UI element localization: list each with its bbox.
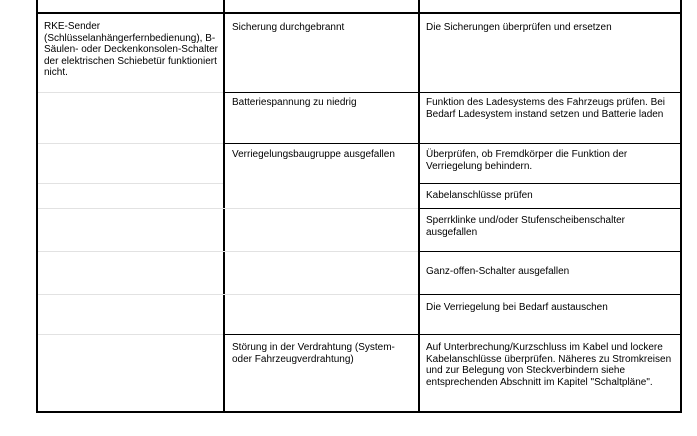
guide-line-2 — [38, 143, 223, 144]
guide-line-6 — [38, 294, 418, 295]
action-cell-7: Auf Unterbrechung/Kurzschluss im Kabel und lockere Kabelanschlüsse überprüfen. Näheres zu Stromkreisen und zur Belegung von Steckverbindern siehe entsprechenden Abschnitt im Kapitel "Schaltpläne". — [426, 342, 672, 388]
row-line-3 — [419, 183, 681, 184]
row-line-1 — [224, 92, 681, 93]
col-line-left — [36, 0, 38, 413]
row-line-2 — [224, 143, 681, 144]
row-line-bottom — [36, 411, 682, 413]
cause-cell-7: Störung in der Verdrahtung (System- oder Fahrzeugverdrahtung) — [232, 342, 395, 365]
row-line-5b — [419, 294, 681, 295]
action-cell-1: Funktion des Ladesystems des Fahrzeugs prüfen. Bei Bedarf Ladesystem instand setzen und Batterie laden — [426, 97, 666, 120]
cause-cell-1: Batteriespannung zu niedrig — [232, 97, 357, 108]
col-line-2 — [418, 0, 420, 413]
row-line-5 — [419, 251, 681, 252]
symptom-cell: RKE-Sender (Schlüsselanhängerfernbedienung), B-Säulen- oder Deckenkonsolen-Schalter der elektrischen Schiebetür funktioniert nicht. — [44, 21, 218, 79]
guide-line-4 — [38, 208, 418, 209]
row-line-4 — [419, 208, 681, 209]
action-cell-4: Sperrklinke und/oder Stufenscheibenschalter ausgefallen — [426, 215, 626, 238]
action-cell-0: Die Sicherungen überprüfen und ersetzen — [426, 22, 612, 33]
col-line-1 — [223, 0, 225, 413]
action-cell-6: Die Verriegelung bei Bedarf austauschen — [426, 302, 608, 313]
action-cell-5: Ganz-offen-Schalter ausgefallen — [426, 266, 570, 277]
action-cell-2: Überprüfen, ob Fremdkörper die Funktion der Verriegelung behindern. — [426, 149, 628, 172]
guide-line-3 — [38, 183, 223, 184]
action-cell-3: Kabelanschlüsse prüfen — [426, 190, 533, 201]
col-line-right — [680, 0, 682, 413]
cause-cell-0: Sicherung durchgebrannt — [232, 22, 345, 33]
cause-cell-2: Verriegelungsbaugruppe ausgefallen — [232, 149, 395, 160]
row-line-6 — [224, 334, 681, 335]
guide-line-1 — [38, 92, 223, 93]
guide-line-5 — [38, 251, 418, 252]
row-line-top — [36, 12, 682, 14]
guide-line-7 — [38, 334, 223, 335]
